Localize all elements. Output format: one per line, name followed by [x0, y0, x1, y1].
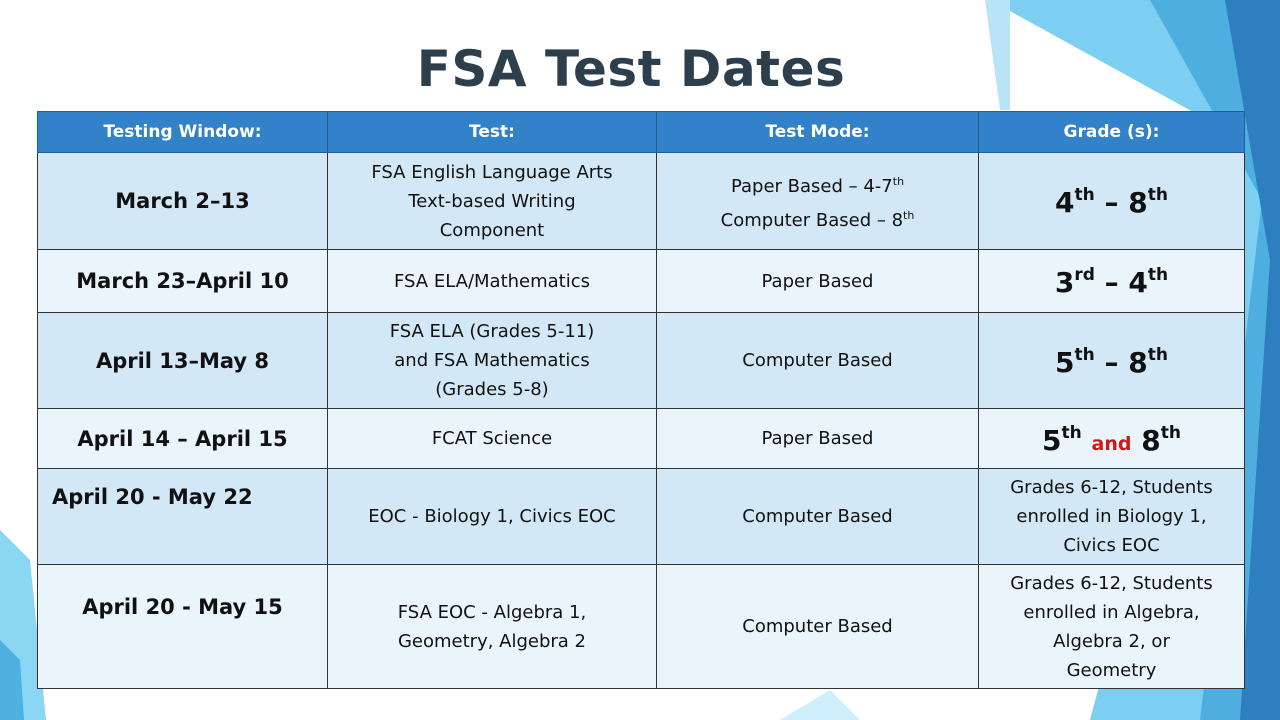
grade-separator: –: [1094, 345, 1129, 379]
test-line: FSA EOC - Algebra 1,: [397, 601, 587, 623]
grade-range: [1055, 266, 1168, 299]
testing-window-cell: March 23–April 10: [38, 250, 328, 313]
grade-line: Grades 6-12, Students: [1010, 572, 1213, 594]
grade-line: enrolled in Biology 1,: [1016, 506, 1207, 527]
header-testing-window: Testing Window:: [38, 112, 328, 153]
page-title: FSA Test Dates: [416, 40, 846, 98]
grade-start: 4: [1055, 186, 1075, 219]
test-line: FCAT Science: [431, 428, 553, 449]
grade-range: [1042, 424, 1181, 457]
mode-line: [663, 167, 972, 201]
test-cell: [328, 250, 657, 313]
test-cell: [328, 409, 657, 469]
grade-end-suffix: th: [1147, 344, 1168, 365]
grade-range: [1055, 186, 1168, 219]
test-line: EOC - Biology 1, Civics EOC: [368, 506, 616, 527]
grade-line: Algebra 2, or: [1053, 630, 1170, 652]
grade-separator: –: [1094, 186, 1129, 219]
testing-window-cell: April 14 – April 15: [38, 409, 328, 469]
test-cell: [328, 313, 657, 409]
test-line: FSA English Language Arts: [371, 161, 613, 183]
grade-start: 5: [1042, 423, 1062, 457]
grade-start: 5: [1055, 345, 1075, 379]
grades-cell: [979, 313, 1245, 409]
table-row: [38, 565, 1245, 689]
test-cell: [328, 469, 657, 565]
table-row: [38, 250, 1245, 313]
grade-start-suffix: th: [1074, 344, 1095, 365]
test-line: FSA ELA/Mathematics: [393, 270, 591, 292]
grade-end: 8: [1128, 186, 1148, 219]
grades-cell: [979, 153, 1245, 250]
grade-separator: –: [1094, 266, 1129, 299]
header-test: Test:: [328, 112, 657, 153]
test-line: and FSA Mathematics: [394, 350, 590, 371]
grade-start-suffix: th: [1074, 185, 1095, 205]
grades-cell: [979, 565, 1245, 689]
table-row: [38, 409, 1245, 469]
mode-text: Paper Based – 4-7: [730, 176, 893, 197]
table-header-row: [38, 112, 1245, 153]
test-line: Text-based Writing: [408, 190, 576, 212]
mode-sup: th: [903, 209, 915, 222]
grade-and-word: and: [1091, 432, 1132, 455]
test-line: Component: [439, 219, 545, 241]
grade-line: enrolled in Algebra,: [1023, 601, 1200, 623]
grade-end-suffix: th: [1147, 185, 1168, 205]
grade-end: 8: [1128, 345, 1148, 379]
mode-sup: th: [892, 175, 905, 188]
testing-window-cell: April 13–May 8: [38, 313, 328, 409]
grade-end: 8: [1141, 423, 1161, 457]
grade-end: 4: [1128, 266, 1148, 299]
grades-cell: [979, 469, 1245, 565]
test-mode-cell: Paper Based: [657, 409, 979, 469]
header-test-mode: Test Mode:: [657, 112, 979, 153]
testing-window-cell: April 20 - May 22: [38, 469, 328, 565]
test-cell: [328, 565, 657, 689]
grade-line: Geometry: [1066, 659, 1157, 681]
test-mode-cell: Paper Based: [657, 250, 979, 313]
test-mode-cell: Computer Based: [657, 469, 979, 565]
header-grades: Grade (s):: [979, 112, 1245, 153]
grades-cell: [979, 409, 1245, 469]
grade-line: Grades 6-12, Students: [1010, 477, 1213, 498]
test-mode-cell: Computer Based: [657, 313, 979, 409]
grade-range: [1055, 346, 1168, 379]
table-row: [38, 469, 1245, 565]
test-mode-cell: [657, 153, 979, 250]
grade-line: Civics EOC: [1063, 535, 1160, 556]
mode-text: Computer Based – 8: [720, 210, 904, 231]
grade-start-suffix: th: [1061, 422, 1082, 443]
testing-window-cell: March 2–13: [38, 153, 328, 250]
grade-end-suffix: th: [1147, 265, 1169, 285]
test-cell: [328, 153, 657, 250]
test-line: FSA ELA (Grades 5-11): [389, 321, 595, 342]
test-line: Geometry, Algebra 2: [397, 630, 587, 652]
grade-start-suffix: rd: [1074, 265, 1095, 285]
grade-end-suffix: th: [1160, 422, 1181, 443]
test-dates-table: [37, 111, 1245, 689]
table-row: [38, 313, 1245, 409]
mode-line: [663, 201, 972, 235]
grades-cell: [979, 250, 1245, 313]
table-row: [38, 153, 1245, 250]
testing-window-cell: April 20 - May 15: [38, 565, 328, 689]
test-mode-cell: Computer Based: [657, 565, 979, 689]
grade-start: 3: [1054, 266, 1075, 299]
test-line: (Grades 5-8): [435, 379, 549, 400]
